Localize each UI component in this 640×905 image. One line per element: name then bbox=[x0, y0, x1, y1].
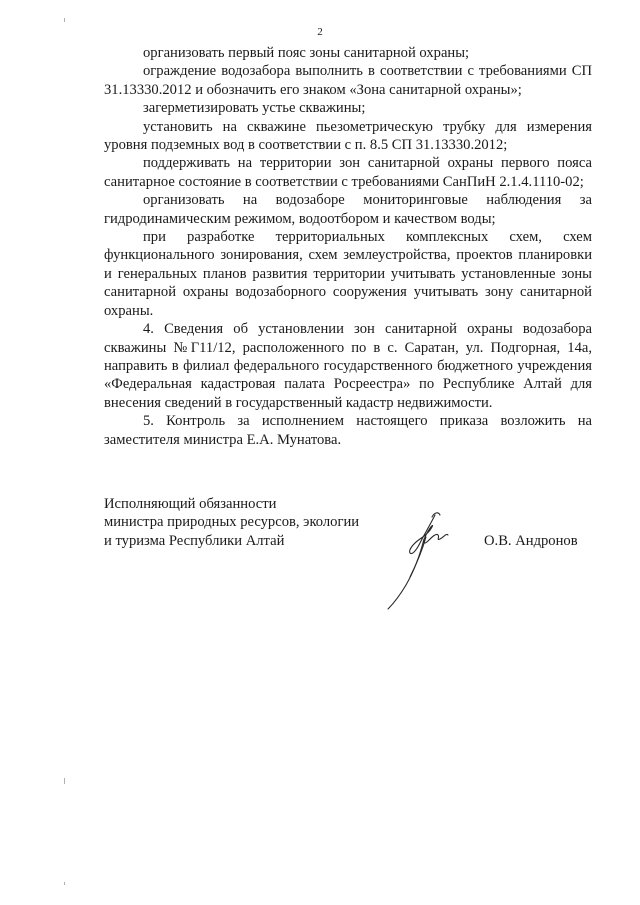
paragraph-seal-wellhead: загерметизировать устье скважины; bbox=[143, 100, 366, 117]
scan-artifact bbox=[64, 778, 65, 784]
paragraph-cadastre: 4. Сведения об установлении зон санитарной охраны водозабора скважины №Г11/12, расположенного по в с. Саратан, ул. Подгорная, 14а, направить в филиал федерального государственного бюджетного учреждения «Федеральная кадастровая палата Росреестра» по Республике Алтай для внесения сведений в государственный кадастр недвижимости. bbox=[104, 321, 592, 411]
document-body bbox=[104, 44, 592, 449]
paragraph-monitoring: организовать на водозаборе мониторинговые наблюдения за гидродинамическим режимом, водоотбором и качеством воды; bbox=[104, 192, 592, 227]
scan-artifact bbox=[64, 882, 65, 885]
page-number: 2 bbox=[317, 26, 323, 38]
signatory-title-line: и туризма Республики Алтай bbox=[104, 532, 285, 549]
scan-artifact bbox=[64, 18, 65, 22]
signatory-name: О.В. Андронов bbox=[484, 533, 578, 549]
paragraph-first-zone: организовать первый пояс зоны санитарной охраны; bbox=[143, 45, 470, 61]
paragraph-fencing: ограждение водозабора выполнить в соответствии с требованиями СП 31.13330.2012 и обозначить его знаком «Зона санитарной охраны»; bbox=[104, 63, 592, 98]
signatory-title-line: министра природных ресурсов, экологии bbox=[104, 514, 360, 531]
paragraph-control: 5. Контроль за исполнением настоящего приказа возложить на заместителя министра Е.А. Мунатова. bbox=[104, 413, 592, 448]
signatory-title bbox=[104, 495, 359, 550]
handwritten-signature bbox=[380, 505, 470, 615]
paragraph-planning-schemes: при разработке территориальных комплексных схем, схем функционального зонирования, схем землеустройства, проектов планировки и генеральных планов развития территории учитывать установленные зоны санитарной охраны водозаборного сооружения учитывать зону санитарной охраны. bbox=[104, 229, 592, 319]
paragraph-sanitary-condition: поддерживать на территории зон санитарной охраны первого пояса санитарное состояние в соответствии с требованиями СанПиН 2.1.4.1110-02; bbox=[104, 155, 592, 190]
paragraph-piezometric-tube: установить на скважине пьезометрическую трубку для измерения уровня подземных вод в соответствии с п. 8.5 СП 31.13330.2012; bbox=[104, 118, 592, 154]
signatory-title-line: Исполняющий обязанности bbox=[104, 496, 277, 512]
